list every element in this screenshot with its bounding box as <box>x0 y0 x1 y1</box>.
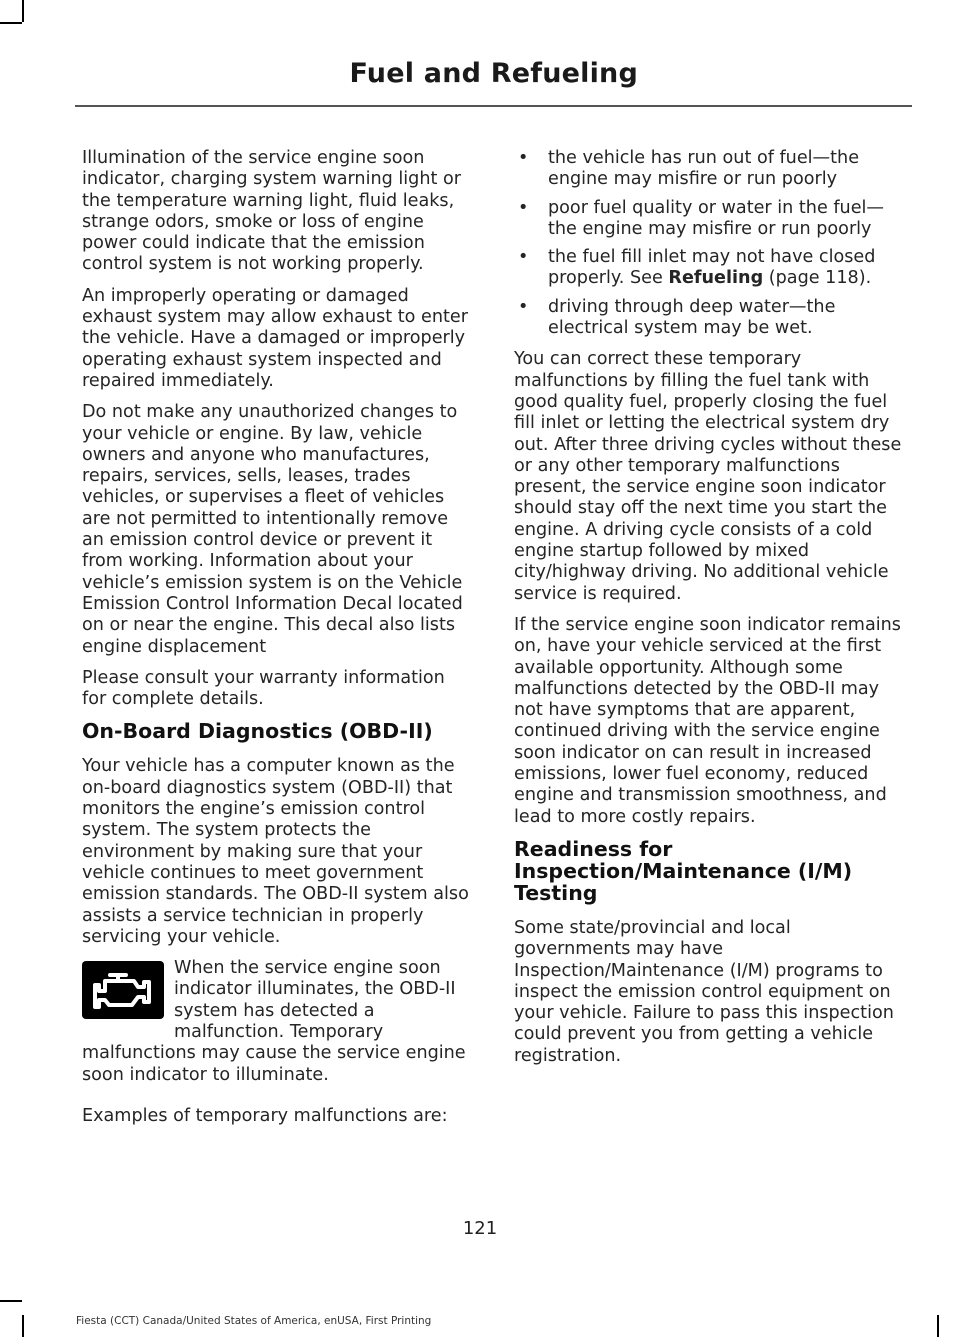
crop-mark-bottom-left <box>22 1315 24 1337</box>
crop-mark-bottom-right <box>937 1315 939 1337</box>
section-heading: On-Board Diagnostics (OBD-II) <box>82 719 433 744</box>
crop-mark-bottom-left <box>0 1300 22 1302</box>
list-item <box>514 198 906 241</box>
footer-text: Fiesta (CCT) Canada/United States of America, enUSA, First Printing <box>76 1315 432 1327</box>
page-number: 121 <box>462 1218 498 1239</box>
list-item <box>514 297 906 340</box>
paragraph: Do not make any unauthorized changes to your vehicle or engine. By law, vehicle owners and anyone who manufactures, repairs, services, sells, leases, trades vehicles, or supervises a fleet of vehicles are not permitted to intentionally remove an emission control device or prevent it from working. Information about your vehicle’s emission system is on the Vehicle Emission Control Information Decal located on or near the engine. This decal also lists engine displacement <box>82 402 463 657</box>
paragraph: Some state/provincial and local governments may have Inspection/Maintenance (I/M) programs to inspect the emission control equipment on your vehicle. Failure to pass this inspection could prevent you from getting a vehicle registration. <box>514 917 894 1066</box>
bullet-glyph: • <box>518 148 529 168</box>
list-item-text: (page 118). <box>763 268 872 289</box>
list-item-text: poor fuel quality or water in the fuel—the engine may misfire or run poorly <box>548 197 885 239</box>
paragraph: Illumination of the service engine soon indicator, charging system warning light or the temperature warning light, fluid leaks, strange odors, smoke or loss of engine power could indicate that the emission control system is not working properly. <box>82 148 461 275</box>
paragraph: You can correct these temporary malfunctions by filling the fuel tank with good quality fuel, properly closing the fuel fill inlet or letting the electrical system dry out. After three driving cycles without these or any other temporary malfunctions present, the service engine soon indicator should stay off the next time you start the engine. A driving cycle consists of a cold engine startup followed by mixed city/highway driving. No additional vehicle service is required. <box>514 349 902 604</box>
list-item-text: the fuel fill inlet may not have closed properly. See <box>548 247 876 289</box>
crop-mark-top-left <box>22 0 24 22</box>
icon-paragraph <box>82 958 474 1086</box>
page-title: Fuel and Refueling <box>349 58 638 89</box>
paragraph: When the service engine soon indicator illuminates, the OBD-II system has detected a malfunction. Temporary malfunctions may cause the service engine soon indicator to illuminate. <box>82 958 466 1085</box>
paragraph: Examples of temporary malfunctions are: <box>82 1105 448 1126</box>
malfunction-list <box>514 148 906 339</box>
paragraph: If the service engine soon indicator remains on, have your vehicle serviced at the first available opportunity. Although some malfunctions detected by the OBD-II may not have symptoms that are apparent, continued driving with the service engine soon indicator on can result in increased emissions, lower fuel economy, reduced engine and transmission smoothness, and lead to more costly repairs. <box>514 614 901 827</box>
paragraph: Please consult your warranty information for complete details. <box>82 667 445 710</box>
list-item <box>514 148 906 191</box>
refueling-link[interactable]: Refueling <box>668 268 764 289</box>
paragraph: Your vehicle has a computer known as the on-board diagnostics system (OBD-II) that monitors the engine’s emission control system. The system protects the environment by making sure that your vehicle continues to meet government emission standards. The OBD-II system also assists a service technician in properly servicing your vehicle. <box>82 756 469 947</box>
bullet-glyph: • <box>518 247 529 268</box>
section-heading: Readiness for Inspection/Maintenance (I/M) Testing <box>514 836 853 905</box>
crop-mark-top-left <box>0 22 22 24</box>
left-column <box>82 148 474 1137</box>
check-engine-icon <box>82 961 164 1019</box>
bullet-glyph: • <box>518 296 529 317</box>
bullet-glyph: • <box>518 197 529 218</box>
right-column <box>514 148 906 1077</box>
header-divider <box>75 105 912 107</box>
list-item-text: driving through deep water—the electrical system may be wet. <box>548 296 836 339</box>
list-item-text: the vehicle has run out of fuel—the engine may misfire or run poorly <box>548 148 860 190</box>
list-item <box>514 247 906 290</box>
paragraph: An improperly operating or damaged exhaust system may allow exhaust to enter the vehicle. Have a damaged or improperly operating exhaust system inspected and repaired immediately. <box>82 285 468 391</box>
